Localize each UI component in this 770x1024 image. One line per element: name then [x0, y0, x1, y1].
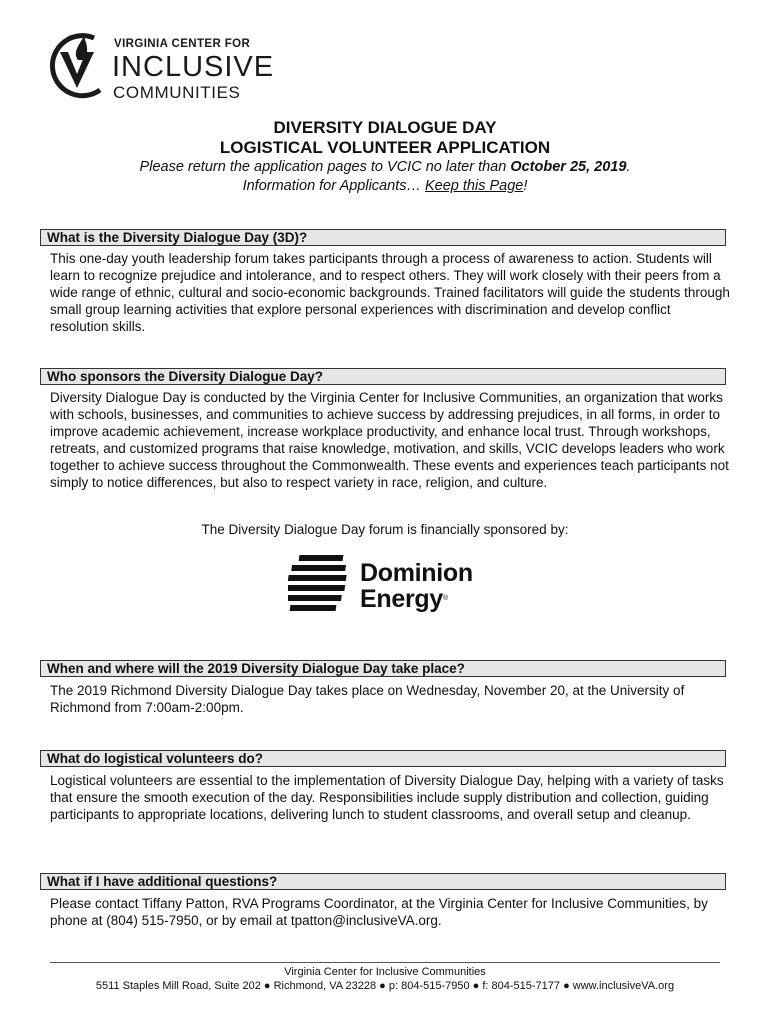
info-text-post: ! — [523, 178, 528, 194]
footer-contact: 5511 Staples Mill Road, Suite 202 ● Richmond, VA 23228 ● p: 804-515-7950 ● f: 804-515-7177 ● www.inclusiveVA.org — [95, 980, 675, 992]
return-date: October 25, 2019 — [510, 159, 627, 175]
vcic-logo — [44, 30, 275, 102]
return-text-pre: Please return the application pages to VCIC no later than — [139, 159, 511, 175]
section-heading-volunteer-duties: What do logistical volunteers do? — [40, 750, 726, 767]
page-title: DIVERSITY DIALOGUE DAY — [273, 118, 497, 137]
logo-line-3: COMMUNITIES — [113, 83, 241, 102]
info-for-applicants — [0, 177, 770, 195]
section-body-volunteer-duties: Logistical volunteers are essential to the implementation of Diversity Dialogue Day, helping with a variety of tasks that ensure the smooth execution of the day. Responsibilities include supply distribution and collection, guiding participants to appropriate locations, delivering lunch to student classrooms, and overall setup and cleanup. — [50, 773, 724, 822]
footer-divider — [50, 962, 720, 963]
logo-line-1: VIRGINIA CENTER FOR — [114, 38, 251, 50]
vcic-flame-v-logo-icon — [44, 30, 110, 102]
section-body-when-where: The 2019 Richmond Diversity Dialogue Day takes place on Wednesday, November 20, at the University of Richmond from 7:00am-2:00pm. — [50, 683, 685, 715]
section-heading-what-is: What is the Diversity Dialogue Day (3D)? — [40, 229, 726, 246]
return-instructions — [0, 158, 770, 176]
page-subtitle: LOGISTICAL VOLUNTEER APPLICATION — [219, 138, 551, 157]
sponsor-text: The Diversity Dialogue Day forum is financially sponsored by: — [201, 522, 569, 537]
section-body-questions: Please contact Tiffany Patton, RVA Programs Coordinator, at the Virginia Center for Inclusive Communities, by phone at (804) 515-7950, or by email at tpatton@inclusiveVA.org. — [50, 896, 708, 928]
dominion-logo-energy: Energy — [360, 585, 443, 613]
dominion-logo-line-1: Dominion — [360, 559, 473, 587]
dominion-energy-logo — [288, 551, 488, 621]
logo-line-2: INCLUSIVE — [112, 51, 275, 83]
section-heading-who-sponsors: Who sponsors the Diversity Dialogue Day? — [40, 368, 726, 385]
section-body-who-sponsors: Diversity Dialogue Day is conducted by the Virginia Center for Inclusive Communities, an organization that works with schools, businesses, and communities to achieve success by addressing prejudices, in all forms, in order to improve academic achievement, increase workplace productivity, and enhance local trust. Through workshops, retreats, and customized programs that raise knowledge, motivation, and skills, VCIC develops leaders who work together to achieve success throughout the Commonwealth. These events and experiences teach participants not simply to notice differences, but also to respect variety in race, religion, and culture. — [50, 390, 729, 490]
dominion-logo-line-2 — [360, 585, 448, 613]
registered-mark: ® — [442, 595, 448, 602]
dominion-energy-logo-icon — [288, 551, 354, 621]
keep-this-page: Keep this Page — [425, 178, 524, 194]
footer-org-name: Virginia Center for Inclusive Communities — [284, 966, 486, 978]
section-body-what-is: This one-day youth leadership forum takes participants through a process of awareness to action. Students will learn to recognize prejudice and intolerance, and to respect others. They will work closely with their peers from a wide range of ethnic, cultural and socio-economic backgrounds. Trained facilitators will guide the students through small group learning activities that explore personal experiences with discrimination and develop conflict resolution skills. — [50, 251, 730, 334]
return-text-post: . — [626, 159, 631, 175]
section-heading-questions: What if I have additional questions? — [40, 873, 726, 890]
info-text-pre: Information for Applicants… — [242, 178, 425, 194]
section-heading-when-where: When and where will the 2019 Diversity Dialogue Day take place? — [40, 660, 726, 677]
